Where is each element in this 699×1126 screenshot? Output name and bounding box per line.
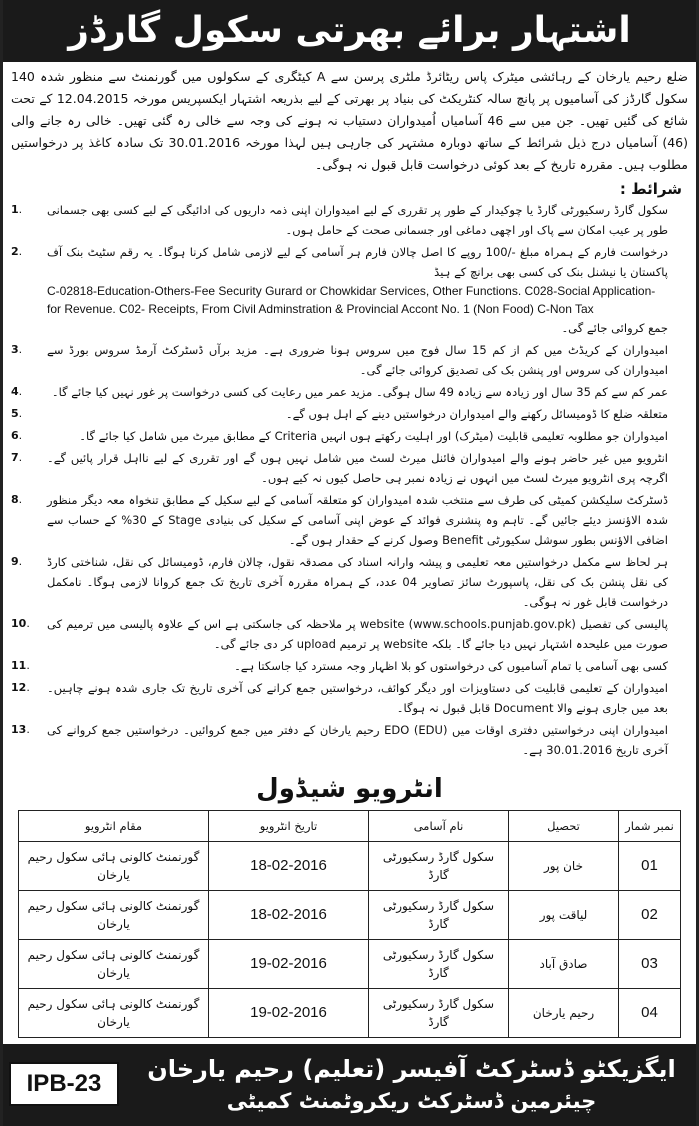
- table-row: [19, 989, 681, 1038]
- table-cell: 04: [619, 989, 681, 1038]
- table-cell: 19-02-2016: [209, 989, 369, 1038]
- column-header: تحصیل: [509, 811, 619, 842]
- table-cell: گورنمنٹ کالونی ہائی سکول رحیم یارخان: [19, 891, 209, 940]
- table-cell: سکول گارڈ رسکیورٹی گارڈ: [369, 891, 509, 940]
- ad-title: اشتہار برائے بھرتی سکول گارڈز: [3, 0, 696, 62]
- column-header: نمبر شمار: [619, 811, 681, 842]
- table-cell: 02: [619, 891, 681, 940]
- condition-number: 8.: [11, 493, 23, 506]
- condition-text: عمر کم سے کم 35 سال اور زیادہ سے زیادہ 49 سال ہوگی۔ مزید عمر میں رعایت کی کسی درخواست پر غور نہیں کیا جائے گا۔: [51, 385, 668, 399]
- table-row: [19, 940, 681, 989]
- schedule-title: انٹرویو شیڈول: [256, 774, 443, 804]
- condition-number: 11.: [11, 659, 30, 672]
- condition-text: متعلقہ ضلع کا ڈومیسائل رکھنے والے امیدواران درخواستیں دینے کے اہل ہوں گے۔: [285, 407, 668, 421]
- condition-item: [11, 404, 688, 424]
- condition-item: [11, 656, 688, 676]
- intro-paragraph: ضلع رحیم یارخان کے رہائشی میٹرک پاس ریٹائرڈ ملٹری پرسن سے A کیٹگری کے سکولوں میں گورنمنٹ سے منظور شدہ 140 سکول گارڈز کی آسامیوں پر پانچ سالہ کنٹریکٹ کی بنیاد پر بھرتی کے لیے بذریعہ اشتہار ایکسپریس مورخہ 12.04.2015 کے تحت شائع کی گئیں تھیں۔ جن میں سے 46 آسامیاں اُمیدواران دستیاب نہ ہونے کی وجہ سے خالی رہ گئی تھیں۔ خالی رہ جانے والی (46) آسامیاں درج ذیل شرائط کے ساتھ دوبارہ مشتہر کی جارہی ہیں لہذا مورخہ 30.01.2016 تک سادہ کاغذ پر درخواستیں مطلوب ہیں۔ مقررہ تاریخ کے بعد کوئی درخواست قابل قبول نہ ہوگی۔: [11, 69, 689, 172]
- condition-text: کسی بھی آسامی یا تمام آسامیوں کی درخواستوں کو بلا اظہار وجہ مسترد کیا جاسکتا ہے۔: [234, 659, 668, 673]
- condition-text: سکول گارڈ رسکیورٹی گارڈ یا چوکیدار کے طور پر تقرری کے لیے امیدواران اپنی ذمہ داریوں کی ادائیگی کے لیے کسی بھی جسمانی طور پر عیب امکان سے پاک اور اچھی دماغی اور جسمانی صحت کے حامل ہوں۔: [47, 203, 668, 237]
- table-cell: 19-02-2016: [209, 940, 369, 989]
- signatory-title: ایگزیکٹو ڈسٹرکٹ آفیسر (تعلیم) رحیم یارخان: [147, 1055, 676, 1083]
- interview-schedule-table: [18, 810, 681, 1038]
- conditions-heading: شرائط :: [619, 180, 682, 198]
- table-row: [19, 842, 681, 891]
- condition-item: [11, 242, 688, 338]
- condition-item: [11, 614, 688, 654]
- condition-text: امیدواران جو مطلوبہ تعلیمی قابلیت (میٹرک) اور اہلیت رکھتے ہوں انہیں Criteria کے مطابق میرٹ میں شامل کیا جائے گا۔: [79, 429, 668, 443]
- table-cell: گورنمنٹ کالونی ہائی سکول رحیم یارخان: [19, 842, 209, 891]
- condition-item: [11, 720, 688, 760]
- condition-text: امیدواران اپنی درخواستیں دفتری اوقات میں EDO (EDU) رحیم یارخان کے دفتر میں جمع کروائیں۔ درخواستیں جمع کروانے کی آخری تاریخ 30.01.2016 ہے۔: [47, 723, 668, 757]
- condition-item: [11, 340, 688, 380]
- table-cell: خان پور: [509, 842, 619, 891]
- table-cell: صادق آباد: [509, 940, 619, 989]
- condition-text: امیدواران کے تعلیمی قابلیت کی دستاویزات اور دیگر کوائف، درخواستیں جمع کرانے کی آخری تاریخ تک جاری شدہ ہونے چاہیں۔ بعد میں جاری ہونے والا Document قابل قبول نہ ہوگا۔: [47, 681, 668, 715]
- condition-number: 13.: [11, 723, 30, 736]
- signatory-committee: چیئرمین ڈسٹرکٹ ریکروٹمنٹ کمیٹی: [226, 1089, 597, 1113]
- table-cell: رحیم یارخان: [509, 989, 619, 1038]
- condition-text: پالیسی کی تفصیل website (www.schools.punjab.gov.pk) پر ملاحظہ کی جاسکتی ہے اس کے علاوہ پالیسی میں ترمیم کی صورت میں علیحدہ اشتہار نہیں دیا جائے گا۔ بلکہ website پر ترمیم upload کر دی جائے گی۔: [47, 617, 668, 651]
- condition-text: درخواست فارم کے ہمراہ مبلغ -/100 روپے کا اصل چالان فارم ہر آسامی کے لیے لازمی شامل کرنا ہوگا۔ یہ رقم سٹیٹ بنک آف پاکستان یا نیشنل بنک کی کسی بھی برانچ کے ہیڈ C-02818-Education-Others-Fee Security Gurard or Chowkidar Services, Other Functions. C028-Social Application- for Revenue. C02- Receipts, From Civil Adminstration & Provincial Accont No. 1 (Non Food) C-Non Tax جمع کروائی جائے گی۔: [47, 245, 668, 335]
- table-cell: گورنمنٹ کالونی ہائی سکول رحیم یارخان: [19, 940, 209, 989]
- condition-text: انٹرویو میں غیر حاضر ہونے والے امیدواران فائنل میرٹ لسٹ میں شامل نہیں ہوں گے اور تقرری کے لیے نااہل قرار پائیں گے۔ اگرچہ پری انٹرویو میرٹ لسٹ میں انہوں نے زیادہ نمبر ہی حاصل کیوں نہ کیے ہوں۔: [47, 451, 668, 485]
- condition-number: 4.: [11, 385, 23, 398]
- condition-number: 2.: [11, 245, 23, 258]
- condition-item: [11, 678, 688, 718]
- column-header: تاریخ انٹرویو: [209, 811, 369, 842]
- condition-number: 12.: [11, 681, 30, 694]
- condition-text: امیدواران کے کریڈٹ میں کم از کم 15 سال فوج میں سروس ہونا ضروری ہے۔ مزید برآں ڈسٹرکٹ آرمڈ سروس بورڈ سے امیدواران کی سروس اور پنشن بک کی تصدیق کروائی جائے گی۔: [47, 343, 668, 377]
- condition-number: 7.: [11, 451, 23, 464]
- condition-item: [11, 382, 688, 402]
- column-header: مقام انٹرویو: [19, 811, 209, 842]
- table-header-row: [19, 811, 681, 842]
- table-cell: 18-02-2016: [209, 891, 369, 940]
- condition-item: [11, 448, 688, 488]
- table-cell: گورنمنٹ کالونی ہائی سکول رحیم یارخان: [19, 989, 209, 1038]
- condition-number: 9.: [11, 555, 23, 568]
- condition-number: 10.: [11, 617, 30, 630]
- condition-number: 5.: [11, 407, 23, 420]
- table-cell: 01: [619, 842, 681, 891]
- account-head-text: C-02818-Education-Others-Fee Security Gurard or Chowkidar Services, Other Functions. C028-Social Application- for Revenue. C02- Receipts, From Civil Adminstration & Provincial Accont No. 1 (Non Food) C-Non Tax: [47, 284, 656, 316]
- condition-item: [11, 490, 688, 550]
- table-cell: سکول گارڈ رسکیورٹی گارڈ: [369, 989, 509, 1038]
- condition-text: ڈسٹرکٹ سلیکشن کمیٹی کی طرف سے منتخب شدہ امیدواران کو متعلقہ آسامی کے لیے سکیل کے مطابق تنخواہ معہ دیگر منظور شدہ الاؤنسز دیئے جائیں گے۔ تاہم وہ پنشنری فوائد کے عوض اپنی آسامی کے سکیل کی بنیادی Stage کے 30% کے حساب سے اضافی الاؤنس بطور سوشل سکیورٹی Benefit وصول کرنے کے حقدار ہوں گے۔: [47, 493, 668, 547]
- column-header: نام آسامی: [369, 811, 509, 842]
- table-cell: سکول گارڈ رسکیورٹی گارڈ: [369, 842, 509, 891]
- footer: [3, 1044, 696, 1126]
- table-cell: 03: [619, 940, 681, 989]
- condition-text: ہر لحاظ سے مکمل درخواستیں معہ تعلیمی و پیشہ وارانہ اسناد کی مصدقہ نقول، چالان فارم، ڈومیسائل کی نقل، شناختی کارڈ کی نقل پنشن بک کی نقل، پاسپورٹ سائز تصاویر 04 عدد، کے ہمراہ مقررہ آخری تاریخ تک جمع کروانا لازمی ہوگا۔ نامکمل درخواست قابل غور نہ ہوگی۔: [47, 555, 668, 609]
- table-row: [19, 891, 681, 940]
- condition-item: [11, 552, 688, 612]
- condition-number: 3.: [11, 343, 23, 356]
- condition-number: 1.: [11, 203, 23, 216]
- condition-item: [11, 200, 688, 240]
- condition-item: [11, 426, 688, 446]
- condition-number: 6.: [11, 429, 23, 442]
- table-cell: لیاقت پور: [509, 891, 619, 940]
- conditions-list: [3, 200, 696, 762]
- signatory-block: [133, 1052, 690, 1116]
- table-cell: سکول گارڈ رسکیورٹی گارڈ: [369, 940, 509, 989]
- table-cell: 18-02-2016: [209, 842, 369, 891]
- ad-code: IPB-23: [9, 1062, 119, 1106]
